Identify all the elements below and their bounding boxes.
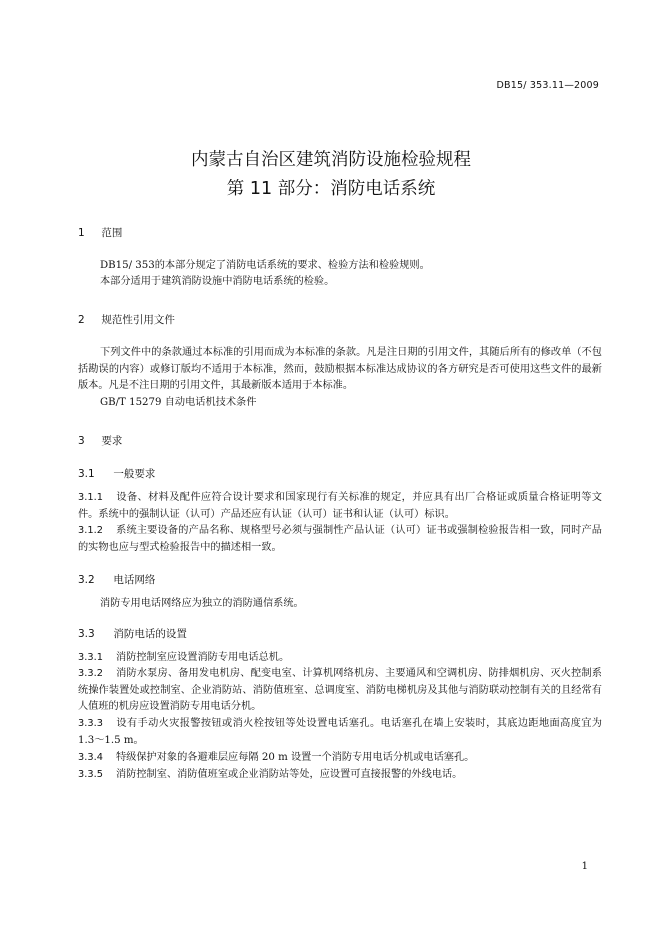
subsection-heading-3-1 [78,466,155,481]
clause-number: 3.3.3 [78,718,103,729]
subsection-label: 电话网络 [113,574,156,586]
clause-number: 3.1.1 [78,492,103,503]
subsection-heading-3-2 [78,572,155,587]
page-number: 1 [581,861,588,872]
clause-3-3-4 [78,750,602,767]
subsection-label: 一般要求 [113,468,156,480]
subsection-label: 消防电话的设置 [113,628,187,640]
clause-3-3-5 [78,767,602,784]
section-number: 1 [78,227,85,239]
clause-3-1-2 [78,523,602,556]
clause-text: 设有手动火灾报警按钮或消火栓按钮等处设置电话塞孔。电话塞孔在墙上安装时，其底边距地面高度宜为 1.3～1.5 m。 [78,718,602,746]
clause-number: 3.3.4 [78,752,103,763]
section-number: 3 [78,435,85,447]
reference-entry: GB/T 15279 自动电话机技术条件 [100,397,257,408]
clause-3-1-1 [78,490,602,523]
section-heading-2 [78,312,175,327]
section-label: 规范性引用文件 [101,314,175,326]
document-code: DB15/ 353.11—2009 [496,80,599,91]
section-label: 范围 [101,227,123,239]
clause-text: 消防控制室应设置消防专用电话总机。 [116,652,290,663]
clause-3-3-2 [78,666,602,716]
clause-3-3-3 [78,716,602,749]
paragraph: DB15/ 353的本部分规定了消防电话系统的要求、检验方法和检验规则。 [100,260,430,271]
subsection-heading-3-3 [78,626,187,641]
clause-text: 特级保护对象的各避难层应每隔 20 m 设置一个消防专用电话分机或电话塞孔。 [116,752,475,763]
subsection-number: 3.1 [78,468,95,480]
clause-number: 3.3.5 [78,769,103,780]
section-heading-3 [78,433,122,448]
paragraph: 本部分适用于建筑消防设施中消防电话系统的检验。 [100,276,335,287]
clause-text: 系统主要设备的产品名称、规格型号必须与强制性产品认证（认可）证书或强制检验报告相一致，同时产品的实物也应与型式检验报告中的描述相一致。 [78,525,602,553]
clause-text: 消防水泵房、备用发电机房、配变电室、计算机网络机房、主要通风和空调机房、防排烟机房、灭火控制系统操作装置处或控制室、企业消防站、消防值班室、总调度室、消防电梯机房及其他与消防联动控制有关的且经常有人值班的机房应设置消防专用电话分机。 [78,668,602,712]
subsection-number: 3.2 [78,574,95,586]
clause-number: 3.3.2 [78,668,103,679]
document-title: 内蒙古自治区建筑消防设施检验规程 [191,150,471,170]
clause-number: 3.3.1 [78,652,103,663]
clause-number: 3.1.2 [78,525,103,536]
paragraph: 下列文件中的条款通过本标准的引用而成为本标准的条款。凡是注日期的引用文件，其随后所有的修改单（不包括勘误的内容）或修订版均不适用于本标准，然而，鼓励根据本标准达成协议的各方研究是否可使用这些文件的最新版本。凡是不注日期的引用文件，其最新版本适用于本标准。 [78,347,602,391]
paragraph: 消防专用电话网络应为独立的消防通信系统。 [100,598,304,609]
subsection-number: 3.3 [78,628,95,640]
document-subtitle: 第 11 部分：消防电话系统 [226,179,436,199]
clause-text: 消防控制室、消防值班室或企业消防站等处，应设置可直接报警的外线电话。 [116,769,463,780]
section-heading-1 [78,225,122,240]
section-number: 2 [78,314,85,326]
clause-3-3-1 [78,650,602,667]
section-label: 要求 [101,435,123,447]
clause-text: 设备、材料及配件应符合设计要求和国家现行有关标准的规定，并应具有出厂合格证或质量合格证明等文件。系统中的强制认证（认可）产品还应有认证（认可）证书和认证（认可）标识。 [78,492,602,520]
